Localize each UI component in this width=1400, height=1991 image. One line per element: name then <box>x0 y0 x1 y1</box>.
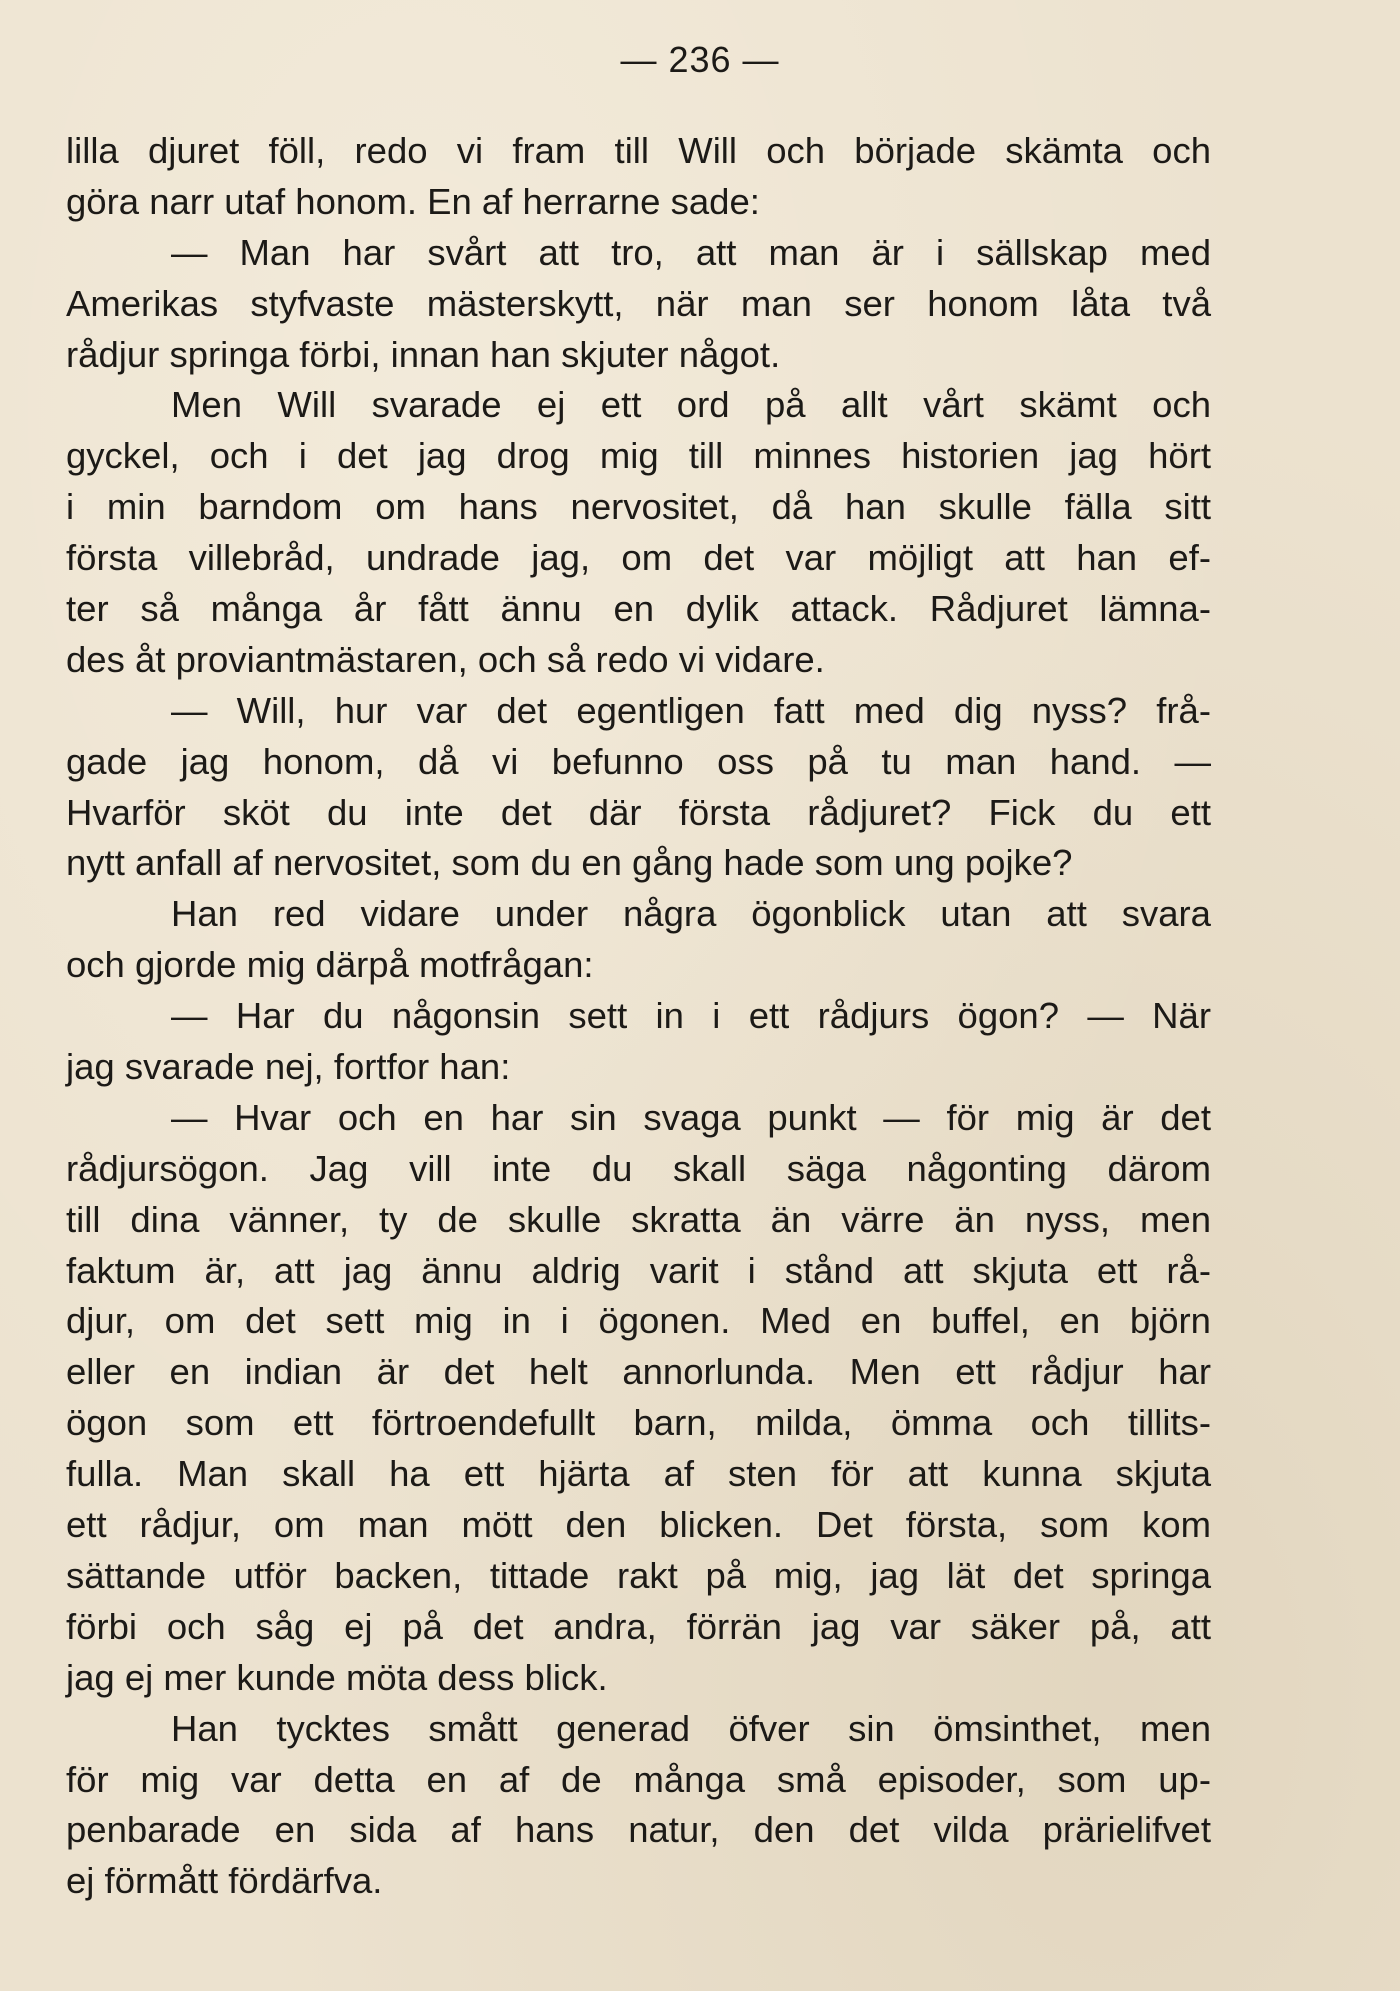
text-line: penbarade en sida af hans natur, den det vilda prärielifvet <box>66 1809 1211 1851</box>
text-line: och gjorde mig därpå motfrågan: <box>66 944 594 986</box>
text-line: Han red vidare under några ögonblick utan att svara <box>171 893 1211 935</box>
text-line: des åt proviantmästaren, och så redo vi vidare. <box>66 638 825 680</box>
text-line: Hvarför sköt du inte det där första rådjuret? Fick du ett <box>66 791 1211 833</box>
text-line: lilla djuret föll, redo vi fram till Will och började skämta och <box>66 130 1211 171</box>
text-line: — Man har svårt att tro, att man är i sällskap med <box>171 231 1211 273</box>
text-line: göra narr utaf honom. En af herrarne sade: <box>66 180 760 222</box>
text-line: nytt anfall af nervositet, som du en gång hade som ung pojke? <box>66 842 1073 884</box>
text-line: faktum är, att jag ännu aldrig varit i stånd att skjuta ett rå- <box>66 1249 1211 1291</box>
text-line: Amerikas styfvaste mästerskytt, när man ser honom låta två <box>66 282 1211 324</box>
text-line: — Hvar och en har sin svaga punkt — för mig är det <box>171 1096 1211 1138</box>
text-line: första villebråd, undrade jag, om det var möjligt att han ef- <box>66 537 1211 579</box>
text-line: eller en indian är det helt annorlunda. Men ett rådjur har <box>66 1351 1211 1393</box>
text-line: till dina vänner, ty de skulle skratta än värre än nyss, men <box>66 1198 1211 1240</box>
text-line: jag ej mer kunde möta dess blick. <box>66 1656 608 1698</box>
text-line: förbi och såg ej på det andra, förrän jag var säker på, att <box>66 1605 1211 1647</box>
text-line: rådjur springa förbi, innan han skjuter något. <box>66 333 781 375</box>
text-line: ter så många år fått ännu en dylik attack. Rådjuret lämna- <box>66 588 1211 630</box>
text-line: — Will, hur var det egentligen fatt med dig nyss? frå- <box>171 689 1211 731</box>
text-line: gyckel, och i det jag drog mig till minnes historien jag hört <box>66 435 1211 477</box>
text-line: rådjursögon. Jag vill inte du skall säga någonting därom <box>66 1147 1211 1189</box>
text-line: fulla. Man skall ha ett hjärta af sten för att kunna skjuta <box>66 1453 1211 1495</box>
page-number: — 236 — <box>620 39 780 80</box>
text-line: sättande utför backen, tittade rakt på mig, jag lät det springa <box>66 1554 1211 1596</box>
text-line: — Har du någonsin sett in i ett rådjurs ögon? — När <box>171 995 1211 1037</box>
text-line: ögon som ett förtroendefullt barn, milda, ömma och tillits- <box>66 1402 1211 1444</box>
text-line: ej förmått fördärfva. <box>66 1860 383 1902</box>
text-line: Men Will svarade ej ett ord på allt vårt skämt och <box>171 384 1211 426</box>
text-line: i min barndom om hans nervositet, då han skulle fälla sitt <box>66 486 1211 528</box>
text-line: för mig var detta en af de många små episoder, som up- <box>66 1758 1211 1800</box>
text-line: Han tycktes smått generad öfver sin ömsinthet, men <box>171 1707 1211 1749</box>
text-line: djur, om det sett mig in i ögonen. Med en buffel, en björn <box>66 1300 1211 1342</box>
text-line: gade jag honom, då vi befunno oss på tu man hand. — <box>66 740 1211 782</box>
text-body <box>66 126 1211 1907</box>
text-line: ett rådjur, om man mött den blicken. Det första, som kom <box>66 1504 1211 1546</box>
text-line: jag svarade nej, fortfor han: <box>66 1046 511 1088</box>
